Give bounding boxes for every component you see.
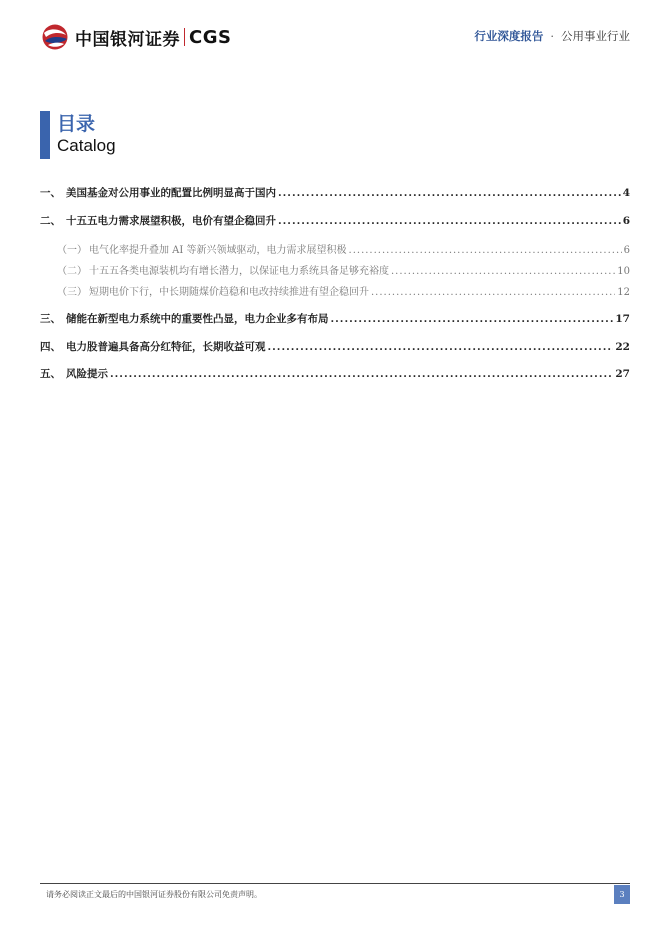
- toc-entry-title: 短期电价下行，中长期随煤价趋稳和电改持续推进有望企稳回升: [89, 287, 369, 298]
- page-number-badge: 3: [614, 885, 630, 904]
- toc-subentry-2-2[interactable]: [57, 262, 630, 282]
- toc-leader-dots: [278, 215, 621, 227]
- catalog-title-en: Catalog: [57, 136, 116, 155]
- toc-entry-number: 五、: [40, 368, 61, 380]
- toc-leader-dots: [278, 187, 621, 199]
- toc-subentry-2-1[interactable]: [57, 241, 630, 261]
- toc-entry-title: 风险提示: [66, 368, 108, 380]
- toc-entry-title: 美国基金对公用事业的配置比例明显高于国内: [66, 187, 276, 199]
- company-logo: [40, 22, 231, 52]
- toc-entry-page: 22: [615, 341, 630, 353]
- toc-entry-page: 17: [615, 313, 630, 325]
- toc-entry-page: 10: [617, 266, 630, 277]
- galaxy-logo-icon: [40, 23, 70, 51]
- industry-label: 公用事业行业: [561, 29, 630, 43]
- footer-disclaimer: 请务必阅读正文最后的中国银河证券股份有限公司免责声明。: [46, 890, 262, 899]
- toc-entry-number: （一）: [57, 245, 87, 256]
- toc-entry-2[interactable]: [40, 213, 630, 233]
- toc-entry-title: 电力股普遍具备高分红特征，长期收益可观: [66, 341, 266, 353]
- logo-divider: [184, 28, 185, 46]
- toc-entry-title: 储能在新型电力系统中的重要性凸显，电力企业多有布局: [66, 313, 329, 325]
- toc-leader-dots: [371, 287, 615, 298]
- toc-entry-3[interactable]: [40, 311, 630, 331]
- toc-leader-dots: [331, 313, 614, 325]
- toc-entry-page: 4: [622, 187, 630, 199]
- toc-entry-number: 三、: [40, 313, 61, 325]
- page-header: [0, 0, 662, 60]
- toc-leader-dots: [110, 368, 613, 380]
- toc-entry-page: 12: [617, 287, 630, 298]
- toc-entry-title: 十五五电力需求展望积极，电价有望企稳回升: [66, 215, 276, 227]
- toc-entry-1[interactable]: [40, 185, 630, 205]
- toc-entry-number: （二）: [57, 266, 87, 277]
- header-separator: ·: [550, 29, 554, 43]
- toc-leader-dots: [391, 266, 615, 277]
- toc-entry-page: 6: [623, 245, 630, 256]
- toc-entry-number: （三）: [57, 287, 87, 298]
- toc-leader-dots: [349, 245, 622, 256]
- toc-entry-5[interactable]: [40, 366, 630, 386]
- report-type: 行业深度报告: [474, 29, 544, 43]
- catalog-title-cn: 目录: [57, 113, 96, 135]
- logo-cgs: CGS: [189, 26, 232, 48]
- toc-subentry-2-3[interactable]: [57, 283, 630, 303]
- toc-entry-page: 27: [615, 368, 630, 380]
- footer-divider: [40, 883, 630, 884]
- toc-entry-number: 一、: [40, 187, 61, 199]
- report-category: [474, 28, 630, 44]
- toc-leader-dots: [268, 341, 614, 353]
- toc-entry-title: 电气化率提升叠加 AI 等新兴领域驱动，电力需求展望积极: [89, 245, 347, 256]
- catalog-accent-bar: [40, 111, 50, 159]
- toc-entry-number: 四、: [40, 341, 61, 353]
- logo-text: 中国银河证券: [75, 29, 180, 50]
- toc-entry-number: 二、: [40, 215, 61, 227]
- toc-entry-page: 6: [622, 215, 630, 227]
- toc-entry-title: 十五五各类电源装机均有增长潜力，以保证电力系统具备足够充裕度: [89, 266, 389, 277]
- toc-entry-4[interactable]: [40, 339, 630, 359]
